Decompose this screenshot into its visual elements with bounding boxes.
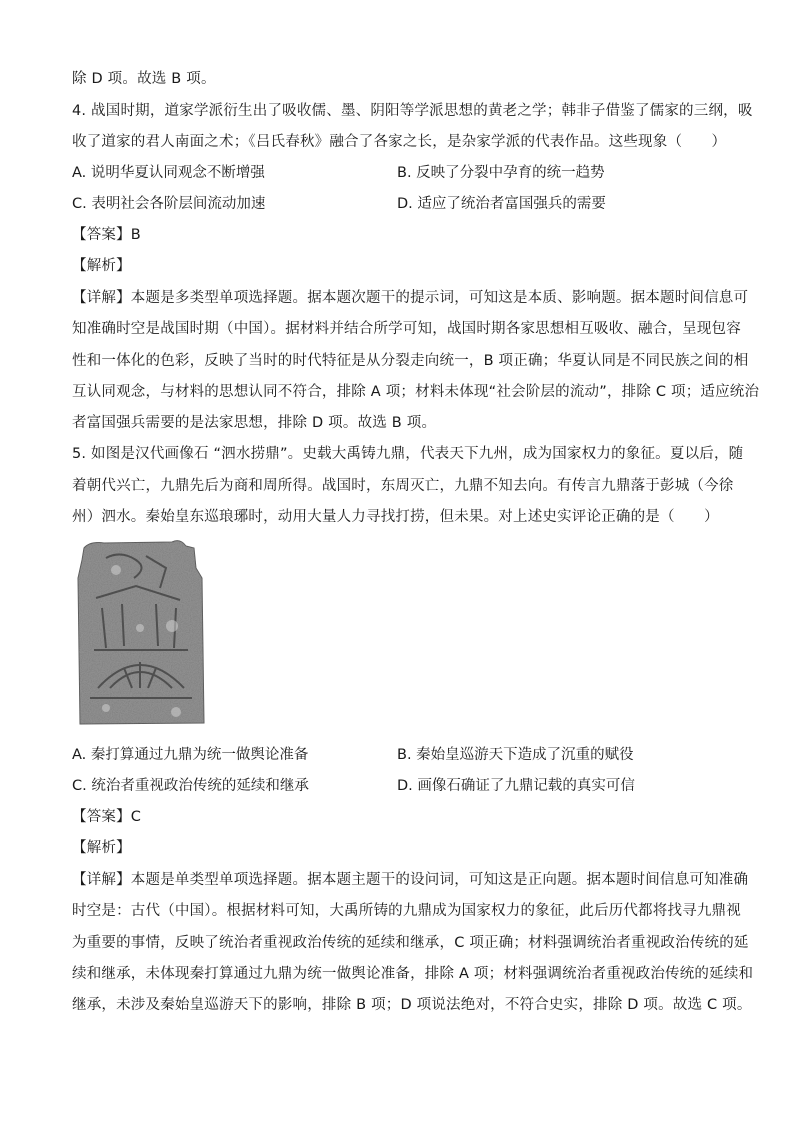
q4-option-d: D. 适应了统治者富国强兵的需要 (397, 196, 606, 212)
q5-detail-line: 继承，未涉及秦始皇巡游天下的影响，排除 B 项；D 项说法绝对，不符合史实，排除 D 项。故选 C 项。 (72, 997, 752, 1013)
q4-detail-line: 者富国强兵需要的是法家思想，排除 D 项。故选 B 项。 (72, 415, 437, 431)
q5-stem-line: 着朝代兴亡，九鼎先后为商和周所得。战国时，东周灭亡，九鼎不知去向。有传言九鼎落于彭城（今徐 (72, 478, 734, 494)
top-line: 除 D 项。故选 B 项。 (72, 71, 216, 87)
q5-detail-line: 续和继承，未体现秦打算通过九鼎为统一做舆论准备，排除 A 项；材料强调统治者重视政治传统的延续和 (72, 966, 754, 982)
q5-option-c: C. 统治者重视政治传统的延续和继承 (72, 778, 309, 794)
q5-detail-line: 时空是：古代（中国）。根据材料可知，大禹所铸的九鼎成为国家权力的象征，此后历代都将找寻九鼎视 (72, 903, 741, 919)
q5-detail-line: 为重要的事情，反映了统治者重视政治传统的延续和继承，C 项正确；材料强调统治者重视政治传统的延 (72, 935, 749, 951)
q5-stem-line: 5. 如图是汉代画像石 “泗水捞鼎”。史载大禹铸九鼎，代表天下九州，成为国家权力的象征。夏以后，随 (72, 446, 744, 462)
q4-detail-line: 性和一体化的色彩，反映了当时的时代特征是从分裂走向统一，B 项正确；华夏认同是不同民族之间的相 (72, 353, 749, 369)
q4-detail-line: 知准确时空是战国时期（中国）。据材料并结合所学可知，战国时期各家思想相互吸收、融合，呈现包容 (72, 321, 741, 337)
q4-answer: 【答案】B (72, 227, 141, 243)
q4-stem-line: 收了道家的君人南面之术；《吕氏春秋》融合了各家之长，是杂家学派的代表作品。这些现象（ ） (72, 134, 727, 150)
q5-analysis-label: 【解析】 (72, 840, 131, 856)
q4-option-c: C. 表明社会各阶层间流动加速 (72, 196, 266, 212)
q4-detail-line: 【详解】本题是多类型单项选择题。据本题次题干的提示词，可知这是本质、影响题。据本题时间信息可 (72, 290, 749, 306)
q4-analysis-label: 【解析】 (72, 258, 131, 274)
q5-option-a: A. 秦打算通过九鼎为统一做舆论准备 (72, 747, 309, 763)
q5-option-b: B. 秦始皇巡游天下造成了沉重的赋役 (397, 747, 634, 763)
q5-answer: 【答案】C (72, 809, 142, 825)
q4-option-a: A. 说明华夏认同观念不断增强 (72, 165, 265, 181)
q5-option-d: D. 画像石确证了九鼎记载的真实可信 (397, 778, 635, 794)
q4-stem-line: 4. 战国时期，道家学派衍生出了吸收儒、墨、阴阳等学派思想的黄老之学；韩非子借鉴了儒家的三纲，吸 (72, 103, 753, 119)
q4-detail-line: 互认同观念，与材料的思想认同不符合，排除 A 项；材料未体现“社会阶层的流动”，排除 C 项；适应统治 (72, 384, 760, 400)
stone-relief-image (76, 538, 208, 726)
q4-option-b: B. 反映了分裂中孕育的统一趋势 (397, 165, 605, 181)
q5-detail-line: 【详解】本题是单类型单项选择题。据本题主题干的设问词，可知这是正向题。据本题时间信息可知准确 (72, 872, 749, 888)
q5-stem-line: 州）泗水。秦始皇东巡琅琊时，动用大量人力寻找打捞，但未果。对上述史实评论正确的是（ ） (72, 509, 719, 525)
